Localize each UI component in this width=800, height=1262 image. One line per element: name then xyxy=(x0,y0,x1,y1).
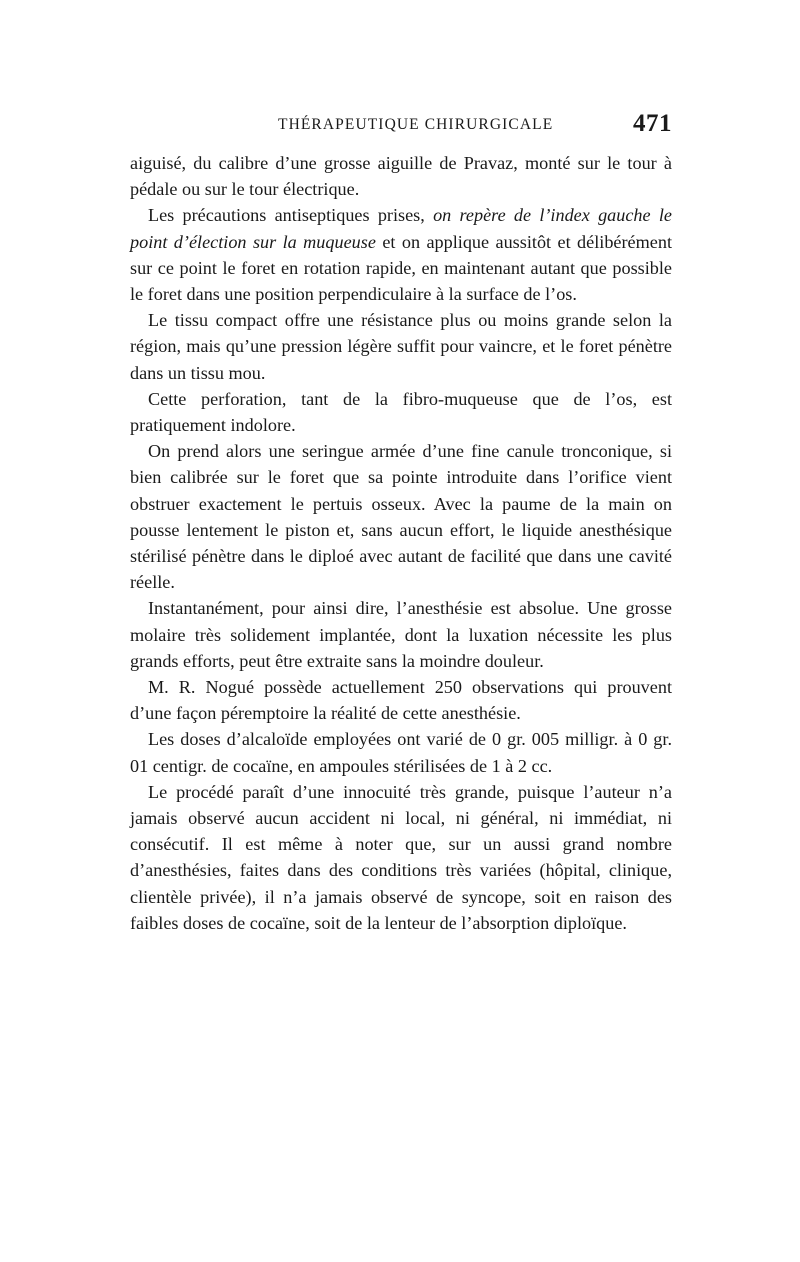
page-number: 471 xyxy=(633,110,672,137)
paragraph-text: Le procédé paraît d’une innocuité très grande, puisque l’auteur n’a jamais observé aucun accident ni local, ni général, ni immédiat, ni consécutif. Il est même à noter que, sur un aussi grand nombre d’anesthésies, faites dans des conditions très variées (hôpital, clinique, clientèle privée), il n’a jamais observé de syncope, soit en raison des faibles doses de cocaïne, soit de la lenteur de l’absorption diploïque. xyxy=(130,781,672,933)
paragraph xyxy=(130,307,672,386)
running-head xyxy=(130,112,672,142)
paragraph xyxy=(130,595,672,674)
running-title: THÉRAPEUTIQUE CHIRURGICALE xyxy=(278,116,554,133)
paragraph xyxy=(130,202,672,307)
paragraph-text: Les doses d’alcaloïde employées ont varié de 0 gr. 005 milligr. à 0 gr. 01 centigr. de cocaïne, en ampoules stérilisées de 1 à 2 cc. xyxy=(130,729,672,776)
paragraph xyxy=(130,438,672,595)
paragraph-text: Les précautions antiseptiques prises, xyxy=(148,205,434,226)
paragraph-text: Instantanément, pour ainsi dire, l’anesthésie est absolue. Une grosse molaire très solidement implantée, dont la luxation nécessite les plus grands efforts, peut être extraite sans la moindre douleur. xyxy=(130,598,672,671)
paragraph-text: M. R. Nogué possède actuellement 250 observations qui prouvent d’une façon péremptoire la réalité de cette anesthésie. xyxy=(130,677,672,724)
paragraph xyxy=(130,726,672,778)
paragraph xyxy=(130,150,672,202)
paragraph-text: et on applique aussitôt et délibérément sur ce point le foret en rotation rapide, en maintenant autant que possible le foret dans une position perpendiculaire à la surface de l’os. xyxy=(130,231,672,305)
italic-emphasis: on repère de l’index gauche le point d’élection sur la muqueuse xyxy=(130,205,672,252)
paragraph xyxy=(130,386,672,438)
body-text xyxy=(130,150,672,936)
paragraph-text: Cette perforation, tant de la fibro-muqueuse que de l’os, est pratiquement indolore. xyxy=(130,388,672,436)
paragraph-text: Le tissu compact offre une résistance plus ou moins grande selon la région, mais qu’une pression légère suffit pour vaincre, et le foret pénètre dans un tissu mou. xyxy=(130,310,672,383)
paragraph-text: On prend alors une seringue armée d’une fine canule tronconique, si bien calibrée sur le foret que sa pointe introduite dans l’orifice vient obstruer exactement le pertuis osseux. Avec la paume de la main on pousse lentement le piston et, sans aucun effort, le liquide anesthésique stérilisé pénètre dans le diploé avec autant de facilité que dans une cavité réelle. xyxy=(130,441,672,593)
paragraph xyxy=(130,779,672,936)
paragraph xyxy=(130,674,672,726)
paragraph-text: aiguisé, du calibre d’une grosse aiguille de Pravaz, monté sur le tour à pédale ou sur le tour électrique. xyxy=(130,153,672,200)
